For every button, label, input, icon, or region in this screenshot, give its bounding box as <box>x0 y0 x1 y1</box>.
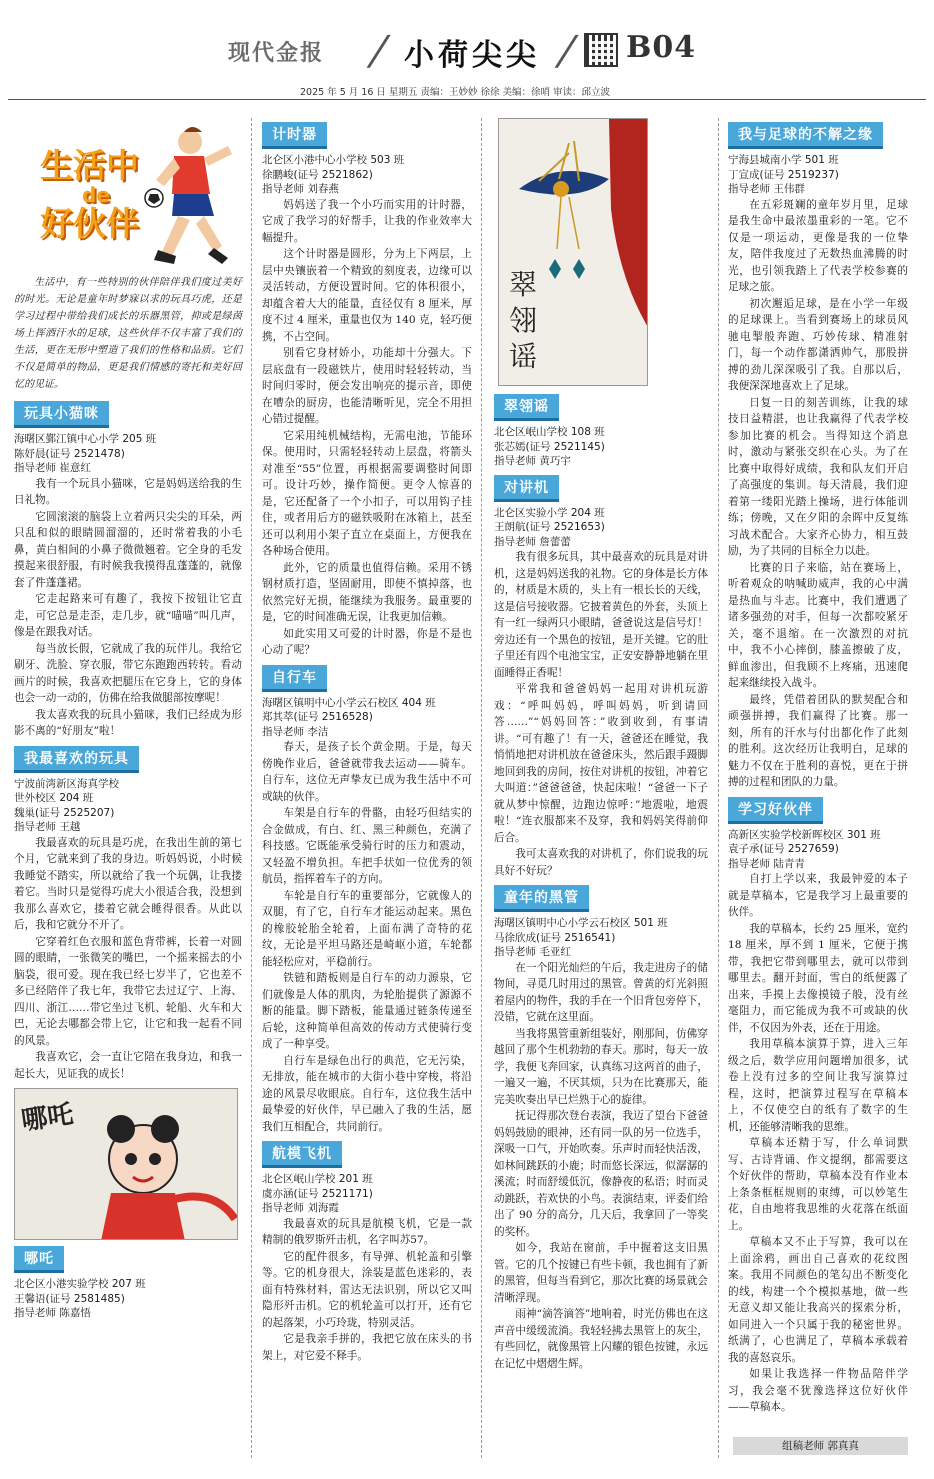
article-author: 郑其萃(证号 2516528) <box>262 711 373 723</box>
article-paragraph: 最终，凭借着团队的默契配合和顽强拼搏，我们赢得了比赛。那一刻，所有的汗水与付出都化作了此刻的胜利。这次经历让我明白，足球的魅力不仅在于胜利的喜悦，更在于拼搏的过程和团队的力量。 <box>728 693 908 788</box>
article-paragraph: 我可太喜欢我的对讲机了，你们说我的玩具好不好玩？ <box>494 848 708 877</box>
artwork-nezha <box>14 1088 238 1240</box>
article-paragraph: 我最喜欢的玩具是巧虎，在我出生前的第七个月，它就来到了我的身边。听妈妈说，小时候我睡觉不踏实，所以就给了我一个玩偶，让我搂着它。当时只是觉得巧虎大小很适合我，没想到我那么喜欢它，搂着它就会睡得很香。从此以后，我和它就分不开了。 <box>14 836 242 931</box>
article-paragraph: 平常我和爸爸妈妈一起用对讲机玩游戏：“呼叫妈妈，呼叫妈妈，听到请回答……”“妈妈回答：”收到收到，有事请讲。“可有趣了！有一天，爸爸还在睡觉，我悄悄地把对讲机放在爸爸床头，然后跟手蹑脚地回到我的房间，按住对讲机的按钮，冲着它大叫道：”爸爸爸爸，快起床啦！“爸爸一下子就从梦中惊醒，边跑边惊呼：”地震啦，地震啦！“连衣服都来不及穿，我和妈妈笑得前仰后合。 <box>494 683 708 844</box>
hero-title-line2: de <box>82 183 110 207</box>
article-school: 北仑区小港中心小学校 503 班 <box>262 154 405 166</box>
article-paragraph: 自打上学以来，我最钟爱的本子就是草稿本，它是我学习上最重要的伙伴。 <box>728 873 908 918</box>
article-teacher: 指导老师 王越 <box>14 821 81 833</box>
article-paragraph: 我的草稿本，长约 25 厘米，宽约 18 厘米，厚不到 1 厘米，它便于携带，我把它带到哪里去，就可以带到哪里去。翻开封面，雪白的纸便露了出来，手摸上去像摸镜子般，没有丝毫阻力，而它能成为我不可或缺的伙伴，不仅因为外表，还在于用途。 <box>728 922 908 1034</box>
article-author: 徐鹏峻(证号 2521862) <box>262 168 373 181</box>
article-title: 我与足球的不解之缘 <box>728 122 883 149</box>
hero-banner <box>14 118 242 268</box>
column-4 <box>728 118 908 1416</box>
article-school-2: 世外校区 204 班 <box>14 792 94 804</box>
article-author: 丁宣成(证号 2519237) <box>728 168 839 181</box>
editor-credit: 组稿老师 郭真真 <box>733 1437 908 1455</box>
qr-code-icon <box>584 33 618 67</box>
hero-intro: 生活中，有一些特别的伙伴陪伴我们度过美好的时光。无论是童年时梦寐以求的玩具巧虎，还是学习过程中带给我们成长的乐器黑管，抑或是绿茵场上挥洒汗水的足球，这些伙伴不仅丰富了我们的生活，更在无形中塑造了我们的性格和品质。它们不仅是简单的物品，更是我们情感的寄托和美好回忆的见证。 <box>14 277 242 390</box>
article-school: 海曙区镇明中心小学云石校区 501 班 <box>494 917 668 929</box>
article-paragraph: 自行车是绿色出行的典范，它无污染，无排放，能在城市的大街小巷中穿梭，将沿途的风景尽收眼底。自行车，这位我生活中最挚爱的好伙伴，早已融入了我的生活，愿我们互相配合，共同前行。 <box>262 1054 472 1133</box>
article-title: 哪吒 <box>14 1246 64 1273</box>
article-paragraph: 我有一个玩具小猫咪，它是妈妈送给我的生日礼物。 <box>14 477 242 506</box>
page-number: B04 <box>626 30 697 65</box>
hero-title <box>40 148 190 242</box>
column-2 <box>262 118 472 1364</box>
column-divider <box>718 118 719 1458</box>
divider-slash: / <box>364 28 393 74</box>
article-author: 马徐欣成(证号 2516541) <box>494 931 616 944</box>
article-teacher: 指导老师 刘春燕 <box>262 183 339 195</box>
article-school: 海曙区鄞江镇中心小学 205 班 <box>14 433 157 445</box>
article-paragraph: 车轮是自行车的重要部分，它就像人的双腿，有了它，自行车才能运动起来。黑色的橡胶轮胎全轮着，上面布满了奇特的花纹，无论是平坦马路还是崎岖小道，车轮都能轻松应对，平稳前行。 <box>262 889 472 968</box>
article-school: 北仑区岷山学校 108 班 <box>494 426 605 438</box>
column-1 <box>14 118 242 1321</box>
artwork-cuilingyao <box>498 118 648 386</box>
article-paragraph: 它走起路来可有趣了，我按下按钮让它直走，可它总是走歪，走几步，就“喵喵”叫几声，像是在跟我对话。 <box>14 593 242 638</box>
article-paragraph: 日复一日的刻苦训练，让我的球技日益精湛，也让我赢得了代表学校参加比赛的机会。当得知这个消息时，激动与紧张交织在心头。为了在比赛中取得好成绩，我和队友们开启了高强度的集训。每天清晨，我们迎着第一缕阳光踏上操场，进行体能训练；傍晚，又在夕阳的余晖中反复练习战术配合。大家齐心协力，相互鼓励，为了共同的目标全力以赴。 <box>728 396 908 557</box>
hero-title-line3: 好伙伴 <box>40 204 139 243</box>
article-title: 自行车 <box>262 665 327 692</box>
article-paragraph: 它穿着红色衣服和蓝色背带裤，长着一对圆圆的眼睛，一张微笑的嘴巴，一个摇来摇去的小脑袋，很可爱。现在我已经七岁半了，它也差不多已经陪伴了我七年，我带它去过辽宁、上海、四川、浙江……带它坐过飞机、轮船、火车和大巴，无论去哪都会带上它，让它和我一起看不同的风景。 <box>14 935 242 1047</box>
article-paragraph: 它圆滚滚的脑袋上立着两只尖尖的耳朵，两只乱和似的眼睛圆溜溜的，还时常着我的小毛鼻，黄白相间的小鼻子微微翘着。它全身的毛发摸起来很舒服，有时候我我摸得乱蓬蓬的，就像套了件蓬蓬裙。 <box>14 510 242 589</box>
article-paragraph: 雨神“滴答滴答”地响着，时光仿佛也在这声音中缓缓流淌。我轻轻拂去黑管上的灰尘，有些回忆，就像黑管上闪耀的银色按键，永远在记忆中熠熠生辉。 <box>494 1308 708 1370</box>
issue-meta: 2025 年 5 月 16 日 星期五 责编：王妙妙 徐徐 美编：徐哨 审读：邱立波 <box>300 87 611 98</box>
article-paragraph: 初次邂逅足球，是在小学一年级的足球课上。当看到赛场上的球员风驰电掣般奔跑、巧妙传球、精准射门，每一个动作都潇洒帅气，那股拼搏的劲儿深深吸引了我。自那以后，我便深深地喜欢上了足球。 <box>728 297 908 392</box>
article-paragraph: 车架是自行车的骨骼，由轻巧但结实的合金做成，有白、红、黑三种颜色，充满了科技感。它既能承受骑行时的压力和震动，又轻盈不增负担。车把手状如一位优秀的领航员，指挥着车子的方向。 <box>262 807 472 885</box>
article-paragraph: 在五彩斑斓的童年岁月里，足球是我生命中最浓墨重彩的一笔。它不仅是一项运动，更像是我的一位挚友，陪伴我度过了无数热血沸腾的时光，也引领我踏上了代表学校参赛的足球之旅。 <box>728 198 908 293</box>
newspaper-brand: 现代金报 <box>228 40 325 66</box>
article-school: 宁海县城南小学 501 班 <box>728 154 839 166</box>
article-author: 魏巢(证号 2525207) <box>14 806 115 819</box>
article-paragraph: 我用草稿本演算于算，进入三年级之后，数学应用问题增加很多，试卷上没有过多的空间让我写演算过程，这时，把演算过程写在草稿本上，不仅使空白的纸有了数字的生机，还能够清晰我的思维。 <box>728 1038 908 1133</box>
article-paragraph: 在一个阳光灿烂的午后，我走进房子的储物间，寻觅几时用过的黑管。曾黄的灯光斜照着屋内的物件，我的手在一个旧背包旁停下，没错，它就在这里面。 <box>494 961 708 1023</box>
article-teacher: 指导老师 毛亚红 <box>494 946 571 958</box>
article-paragraph: 春天，是孩子长个黄金期。于是，每天傍晚作业后，爸爸就带我去运动——骑车。自行车，这位无声挚友已成为我生活中不可或缺的伙伴。 <box>262 741 472 803</box>
article-author: 虞亦涵(证号 2521171) <box>262 1187 373 1200</box>
article-paragraph: 我太喜欢我的玩具小猫咪，我们已经成为形影不离的“好朋友”啦！ <box>14 708 242 737</box>
article-paragraph: 它是我亲手拼的，我把它放在床头的书架上，对它爱不释手。 <box>262 1333 472 1362</box>
article-teacher: 指导老师 黄巧宇 <box>494 455 571 467</box>
page-name: 小荷尖尖 <box>404 38 540 73</box>
article-paragraph: 它的配件很多，有导弹、机轮盖和引擎等。它的机身很大，涂装是蓝色迷彩的，表面有特殊材料，雷达无法识别，所以它又叫隐形歼击机。它的机轮盖可以打开，还有它的起落架，小巧玲珑，特别灵活。 <box>262 1250 472 1329</box>
article-paragraph: 我最喜欢的玩具是航模飞机，它是一款精制的俄罗斯歼击机，名字叫苏57。 <box>262 1217 472 1246</box>
article-title: 对讲机 <box>494 475 559 502</box>
article-teacher: 指导老师 刘海霞 <box>262 1202 339 1214</box>
article-paragraph: 草稿本又不止于写算，我可以在上面涂鸦，画出自己喜欢的花纹图案。我用不同颜色的笔勾出不断变化的线，构建一个个模拟基地，做一些无意义却又能让我高兴的探索分析，如同进入一个只属于我的秘密世界。纸满了，心也满足了，草稿本承载着我的喜怒哀乐。 <box>728 1236 908 1364</box>
article-author: 王馨语(证号 2581485) <box>14 1292 125 1305</box>
article-title: 童年的黑管 <box>494 885 589 912</box>
hero-title-line1: 生活中 <box>40 146 139 185</box>
article-title: 我最喜欢的玩具 <box>14 746 139 773</box>
article-paragraph: 比赛的日子来临，站在赛场上，听着观众的呐喊助威声，我的心中满是热血与斗志。比赛中，我们遭遇了诸多强劲的对手，但每一次都咬紧牙关，毫不退缩。在一次激烈的对抗中，我不小心摔倒，膝盖擦破了皮，鲜血渗出，但我顾不上疼痛，迅速爬起来继续投入战斗。 <box>728 561 908 689</box>
divider-slash: / <box>552 28 581 74</box>
article-paragraph: 每当放长假，它就成了我的玩伴儿。我给它刷牙、洗脸、穿衣服，带它东跑跑西转转。看动画片的时候，我喜欢把腿压在它身上，它的身体也会一动一动的，仿佛在给我做腿部按摩呢！ <box>14 642 242 704</box>
column-divider <box>481 118 482 1458</box>
article-title: 航模飞机 <box>262 1141 342 1168</box>
article-school: 海曙区镇明中心小学云石校区 404 班 <box>262 696 436 709</box>
page-header <box>0 0 934 100</box>
article-paragraph: 铁链和踏板则是自行车的动力源泉，它们就像是人体的肌肉，为轮胎提供了源源不断的能量。脚下踏板，能量通过链条传递至后轮，这种简单但高效的传动方式使骑行变成了一种享受。 <box>262 972 472 1050</box>
article-school: 北仑区岷山学校 201 班 <box>262 1173 373 1185</box>
article-paragraph: 抚记得那次登台表演，我迈了望台下爸爸妈妈鼓励的眼神，还有同一队的另一位选手，深吸一口气，开始吹奏。乐声时而轻快活泼，如林间跳跃的小鹿；时而悠长深远，似潺潺的溪流；时而舒缓低沉，像静夜的私语；时而灵动跳跃，若欢快的小鸟。表演结束，评委们给出了 90 分的高分，几天后，我拿回了一等奖的奖杯。 <box>494 1110 708 1238</box>
article-paragraph: 当我将黑管重新组装好，刚那间，仿佛穿越回了那个生机勃勃的春天。那时，每天一放学，我便飞奔回家，认真练习这两首的曲子，一遍又一遍，不厌其烦，只为在比赛那天，能完美吹奏出早已烂熟于心的旋律。 <box>494 1027 708 1106</box>
artwork-signature: 翠翎谣 <box>509 268 538 373</box>
article-school: 北仑区小港实验学校 207 班 <box>14 1278 146 1290</box>
article-teacher: 指导老师 李洁 <box>262 725 329 738</box>
article-paragraph: 别看它身材娇小，功能却十分强大。下层底盘有一段磁铁片，使用时轻轻转动，当时间归零时，便会发出响亮的提示音，即使在嘈杂的厨房，也能清晰听见，完全不用担心错过提醒。 <box>262 347 472 425</box>
article-author: 袁子承(证号 2527659) <box>728 843 839 855</box>
article-title: 学习好伙伴 <box>728 797 823 824</box>
article-school: 宁波前湾新区海真学校 <box>14 777 119 790</box>
article-paragraph: 这个计时器是圆形，分为上下两层，上层中央镶嵌着一个精致的刻度表，边缘可以灵活转动，方便设置时间。它的体积很小，却蕴含着大大的能量，直径仅有 8 厘米，厚度不过 4 厘米，重量也仅为 140 克，轻巧便携，不占空间。 <box>262 248 472 343</box>
article-teacher: 指导老师 崔意红 <box>14 462 91 474</box>
article-paragraph: 我有很多玩具，其中最喜欢的玩具是对讲机，这是妈妈送我的礼物。它的身体是长方体的，材质是木质的，头上有一根长长的天线，这是信号接收器。它披着黄色的外套，头顶上有一红一绿两只小眼睛，爸爸说这是信号灯！旁边还有一个黑色的按钮，是开关键。它的肚子里还有四个电池宝宝，正安安静静地躺在里面睡得正香呢！ <box>494 551 708 679</box>
article-paragraph: 如此实用又可爱的计时器，你是不是也心动了呢？ <box>262 627 472 656</box>
article-paragraph: 妈妈送了我一个小巧而实用的计时器，它成了我学习的好帮手，让我的作业效率大幅提升。 <box>262 198 472 244</box>
article-teacher: 指导老师 陈嘉悟 <box>14 1307 91 1319</box>
article-paragraph: 此外，它的质量也值得信赖。采用不锈钢材质打造，坚固耐用，即使不慎掉落，也依然完好无损，能继续为我服务。最重要的是，它的时间准确无误，让我更加信赖。 <box>262 561 472 623</box>
article-author: 陈妤晨(证号 2521478) <box>14 447 125 460</box>
header-rule <box>8 99 926 100</box>
article-author: 张芯嫣(证号 2521145) <box>494 440 605 453</box>
article-title: 翠翎谣 <box>494 394 559 421</box>
article-school: 高新区实验学校新晖校区 301 班 <box>728 828 881 841</box>
article-title: 计时器 <box>262 122 327 149</box>
article-teacher: 指导老师 陆青青 <box>728 857 805 870</box>
article-school: 北仑区实验小学 204 班 <box>494 506 605 519</box>
article-paragraph: 草稿本还精于写，什么单词默写、古诗背诵、作文提纲，都需要这个好伙伴的帮助，草稿本没有作业本上条条框框规则的束缚，可以妙笔生花，自由地将我思维的火花落在纸面上。 <box>728 1137 908 1232</box>
column-3 <box>494 118 708 1372</box>
article-paragraph: 如今，我站在窗前，手中握着这支旧黑管。它的几个按键已有些卡顿，我也拥有了新的黑管，但每当看到它，那次比赛的场景就会清晰浮现。 <box>494 1242 708 1304</box>
article-teacher: 指导老师 詹蕾蕾 <box>494 535 571 548</box>
article-paragraph: 它采用纯机械结构，无需电池，节能环保。使用时，只需轻轻转动上层盘，将箭头对准至“55”位置，再根据需要调整时间即可。设计巧妙，操作简便。更令人惊喜的是，它还配备了一个小扣子，可以用钩子挂住，或者用后方的磁铁吸附在冰箱上，甚至还可以利用小架子直立在桌面上，方便我在各种场合使用。 <box>262 429 472 557</box>
article-paragraph: 我喜欢它，会一直让它陪在我身边，和我一起长大，见证我的成长！ <box>14 1051 242 1080</box>
column-divider <box>251 118 252 1458</box>
article-title: 玩具小猫咪 <box>14 401 109 428</box>
article-paragraph: 如果让我选择一件物品陪伴学习，我会毫不犹豫选择这位好伙伴——草稿本。 <box>728 1368 908 1413</box>
artwork-signature: 哪吒 <box>19 1099 76 1137</box>
article-teacher: 指导老师 王伟群 <box>728 183 805 195</box>
article-author: 王朗航(证号 2521653) <box>494 521 605 533</box>
